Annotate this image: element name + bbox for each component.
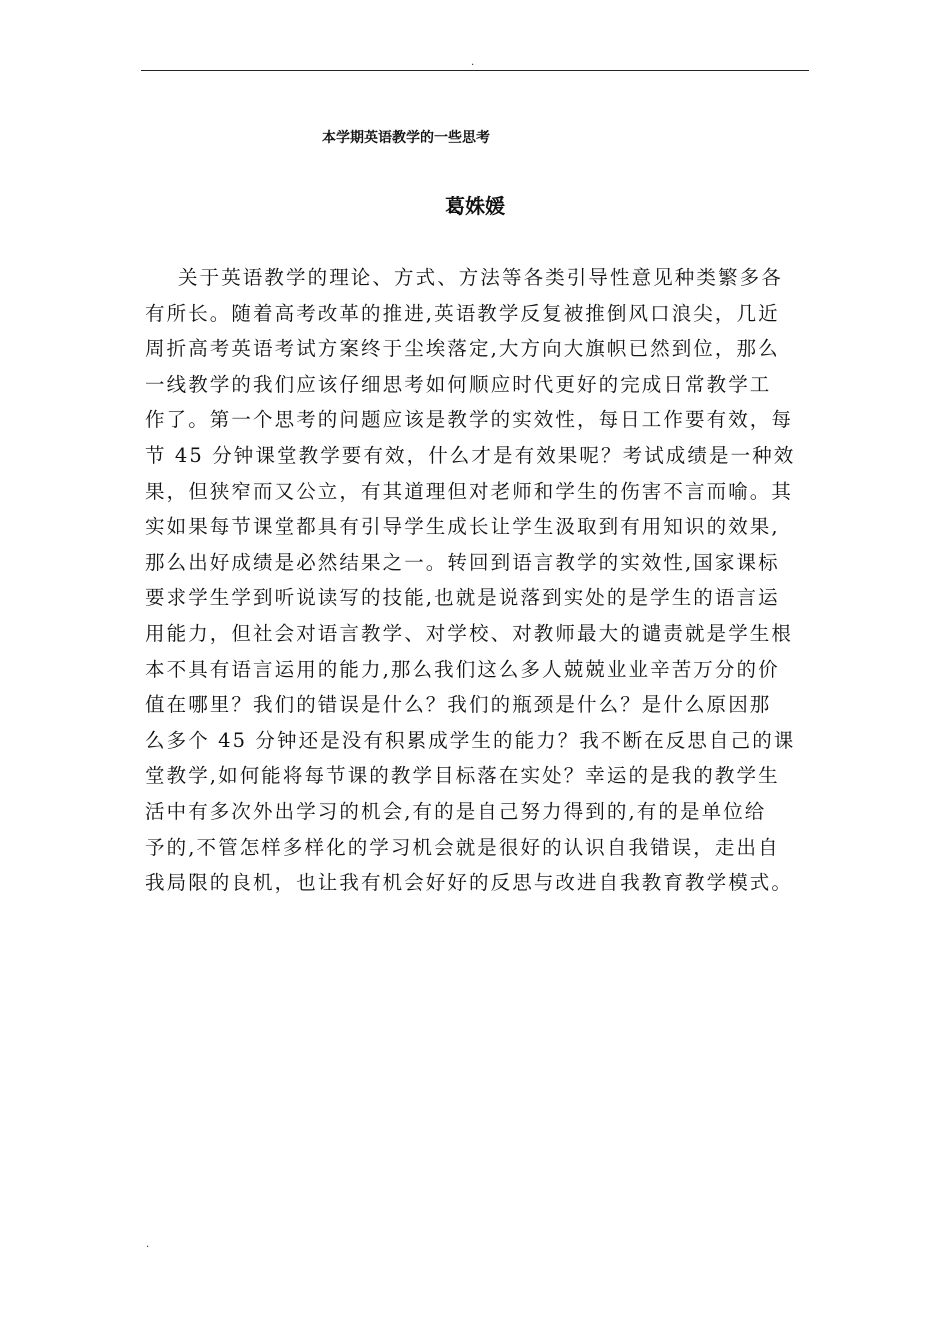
paragraph-line: 果，但狭窄而又公立，有其道理但对老师和学生的伤害不言而喻。其 <box>145 479 794 503</box>
paragraph-line: 有所长。随着高考改革的推进,英语教学反复被推倒风口浪尖，几近 <box>145 301 780 325</box>
paragraph-line: 活中有多次外出学习的机会,有的是自己努力得到的,有的是单位给 <box>145 799 767 823</box>
paragraph-line: 要求学生学到听说读写的技能,也就是说落到实处的是学生的语言运 <box>145 586 780 610</box>
document-author: 葛姝媛 <box>445 194 505 218</box>
paragraph-line: 关于英语教学的理论、方式、方法等各类引导性意见种类繁多各 <box>178 266 783 289</box>
paragraph-line: 一线教学的我们应该仔细思考如何顺应时代更好的完成日常教学工 <box>145 372 772 396</box>
paragraph-line: 堂教学,如何能将每节课的教学目标落在实处？幸运的是我的教学生 <box>145 764 780 788</box>
paragraph-line: 本不具有语言运用的能力,那么我们这么多人兢兢业业辛苦万分的价 <box>145 657 780 681</box>
paragraph-line: 值在哪里？我们的错误是什么？我们的瓶颈是什么？是什么原因那 <box>145 693 772 717</box>
paragraph-line: 予的,不管怎样多样化的学习机会就是很好的认识自我错误，走出自 <box>145 835 780 859</box>
body-paragraph <box>145 260 817 901</box>
paragraph-line: 实如果每节课堂都具有引导学生成长让学生汲取到有用知识的效果, <box>145 515 780 539</box>
header-rule <box>141 70 809 71</box>
footer-mark: . <box>146 1239 150 1250</box>
paragraph-line: 周折高考英语考试方案终于尘埃落定,大方向大旗帜已然到位，那么 <box>145 337 780 361</box>
header-mark: . <box>471 57 475 68</box>
paragraph-line: 作了。第一个思考的问题应该是教学的实效性，每日工作要有效，每 <box>145 408 794 432</box>
paragraph-line: 那么出好成绩是必然结果之一。转回到语言教学的实效性,国家课标 <box>145 550 780 574</box>
paragraph-line: 我局限的良机，也让我有机会好好的反思与改进自我教育教学模式。 <box>145 871 794 895</box>
paragraph-line: 么多个 45 分钟还是没有积累成学生的能力？我不断在反思自己的课 <box>145 728 796 752</box>
paragraph-line: 用能力，但社会对语言教学、对学校、对教师最大的谴责就是学生根 <box>145 621 794 645</box>
document-title: 本学期英语教学的一些思考 <box>322 130 490 146</box>
paragraph-line: 节 45 分钟课堂教学要有效，什么才是有效果呢？考试成绩是一种效 <box>145 443 796 467</box>
